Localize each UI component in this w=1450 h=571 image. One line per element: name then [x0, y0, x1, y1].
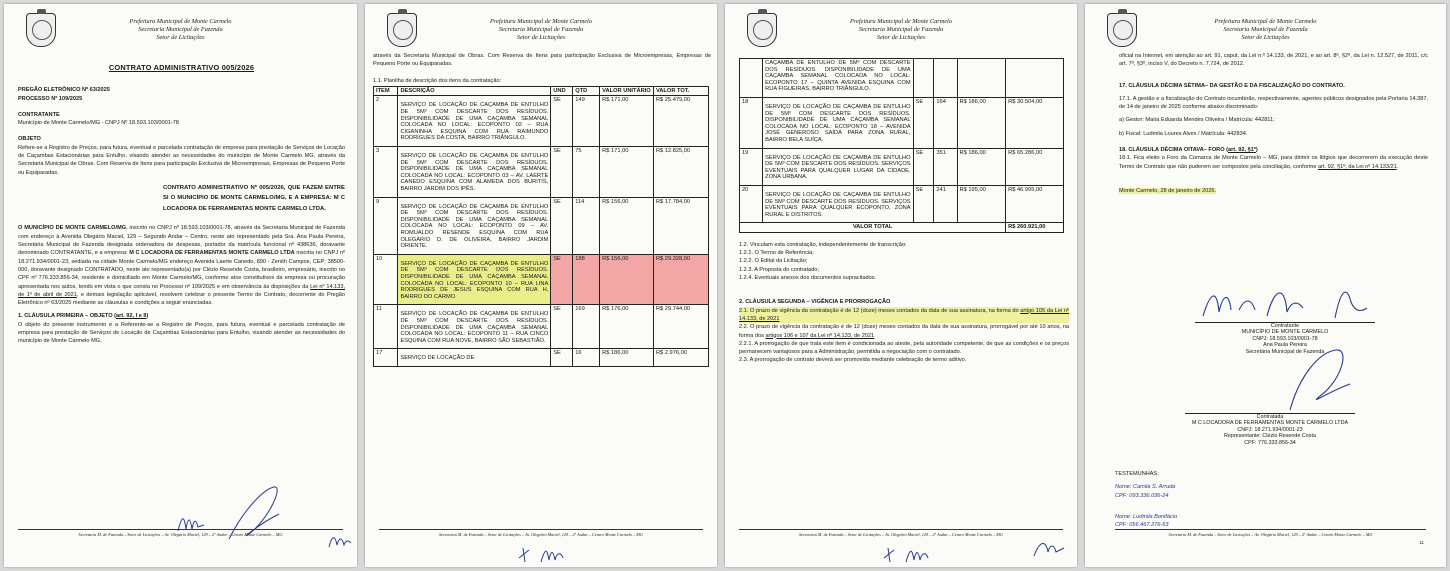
signature-initials — [880, 544, 940, 566]
header-valor-unitario: VALOR UNITÁRIO — [600, 86, 654, 96]
row-item: 9 — [374, 197, 398, 254]
document-page-1 — [4, 4, 357, 567]
header-und: UND — [551, 86, 573, 96]
total-row — [740, 223, 1064, 233]
row-unit: SE — [913, 97, 934, 148]
row-total-price: R$ 30.504,00 — [1006, 97, 1064, 148]
law-link[interactable]: artigos 106 e 107 da Lei nº 14.133, de 2021 — [765, 332, 875, 339]
signature-initials — [515, 544, 575, 566]
clause-17-1: 17.1. A gestão e a fiscalização do Contrato incumbirão, respectivamente, agentes públicos designados pela Portaria 14.387, de 14 de janeiro de 2025 conforme abaixo discriminado: — [1119, 95, 1428, 111]
row-description: SERVIÇO DE LOCAÇÃO DE — [398, 349, 551, 367]
row-unit: SE — [551, 349, 573, 367]
signature-scribble — [219, 479, 289, 549]
document-page-4 — [1085, 4, 1446, 567]
contratada-signature-block — [1155, 413, 1385, 446]
contratada-cnpj: CNPJ: 18.271.934/0001-23 — [1237, 426, 1303, 433]
header-line-2: Secretaria Municipal de Fazenda — [1223, 26, 1308, 34]
row-unit-price: R$ 186,00 — [957, 148, 1006, 185]
contratante-label: CONTRATANTE — [18, 111, 60, 118]
table-row — [740, 59, 1064, 98]
row-quantity: 169 — [573, 305, 600, 349]
clause-1-2-1: 1.2.1. O Termo de Referência; — [739, 250, 814, 257]
table-row — [374, 96, 709, 147]
row-item: 18 — [740, 97, 763, 148]
row-item: 11 — [374, 305, 398, 349]
header-descricao: DESCRIÇÃO — [398, 86, 551, 96]
witness2-name: Nome: Ludmila Bonifácio — [1115, 513, 1178, 520]
document-page-3 — [725, 4, 1077, 567]
witness2-cpf: CPF: 056.467.276-53 — [1115, 522, 1169, 529]
clause-1-2-2: 1.2.2. O Edital da Licitação; — [739, 258, 808, 265]
row-item: 20 — [740, 185, 763, 222]
header-line-1: Prefeitura Municipal de Monte Carmelo — [1214, 18, 1317, 25]
clause-1-2: 1.2. Vinculam esta contratação, independentemente de transcrição: — [739, 241, 907, 248]
page-number: 11 — [1419, 540, 1424, 545]
header-line-2: Secretaria Municipal de Fazenda — [858, 26, 944, 34]
row-description: SERVIÇO DE LOCAÇÃO DE CAÇAMBA DE ENTULHO DE 5M³ COM DESCARTE DOS RESÍDUOS. DISPONIBILIDADE DE UMA CAÇAMBA SEMANAL COLOCADA NO LOCAL: ECOPONTO 02 – RUA CIGANINHA ESQUINA COM RUA RAIMUNDO RODRIGUES DA COSTA, BAIRRO TRIÂNGULO. — [398, 96, 551, 147]
row-total-price: R$ 46.995,00 — [1006, 185, 1064, 222]
clause2-title: 2. CLÁUSULA SEGUNDA – VIGÊNCIA E PRORROGAÇÃO — [739, 299, 891, 306]
objeto-text: Refere-se a Registro de Preços, para futura, eventual e parcelada contratação de empresa para prestação de Serviços de Locação de Caçambas Estacionárias para Entulho, visando atender as necessidades do município de Monte Carmelo MG, através da Secretaria Municipal de Obras. Com Reserva de Itens para participação Exclusiva de Microempresas, Empresas de Pequeno Porte ou Equiparadas. — [18, 144, 345, 176]
document-title: CONTRATO ADMINISTRATIVO 005/2026 — [108, 63, 255, 72]
row-quantity: 75 — [573, 147, 600, 198]
document-page-2 — [365, 4, 717, 567]
clause18-title: 18. CLÁUSULA DÉCIMA OITAVA– FORO (art. 92, §1º) — [1119, 147, 1258, 154]
items-table — [373, 86, 709, 367]
intro-text: através da Secretaria Municipal de Obras. Com Reserva de Itens para participação Exclusiva de Microempresas, Empresas de Pequeno Porte ou Equiparadas. — [373, 53, 711, 68]
contratante-name: Ana Paula Pereira — [1263, 342, 1307, 349]
row-total-price: R$ 29.744,00 — [653, 305, 708, 349]
row-unit: SE — [551, 254, 573, 305]
contratada-signature — [1280, 344, 1360, 416]
signature-mark — [326, 529, 354, 553]
header-line-1: Prefeitura Municipal de Monte Carmelo — [850, 18, 952, 25]
letterhead — [725, 4, 1077, 52]
row-unit-price: R$ 176,00 — [600, 305, 654, 349]
page-footer: Secretaria M. de Fazenda – Setor de Licitações – Av. Olegário Maciel, 129 – 2º Andar – Centro Monte Carmelo – MG — [379, 529, 703, 537]
row-quantity: 149 — [573, 96, 600, 147]
contratante-role: Contratante — [1195, 322, 1375, 329]
clause-2-2: 2.2. O prazo de vigência da contratação é de 12 (doze) meses contados da data de sua assinatura, prorrogável por até 10 anos, na forma dos artigos 106 e 107 da Lei nº 14.133, de 2021 — [739, 324, 1069, 339]
row-unit-price: R$ 156,00 — [600, 254, 654, 305]
clause-1-2-3: 1.2.3. A Proposta do contratado; — [739, 266, 819, 273]
clause-1-2-4: 1.2.4. Eventuais anexos dos documentos supracitados. — [739, 275, 877, 282]
row-unit: SE — [551, 96, 573, 147]
row-total-price: R$ 12.825,00 — [653, 147, 708, 198]
page-footer: Secretaria M. de Fazenda – Setor de Licitações – Av. Olegário Maciel, 129 – 2º Andar – Centro Monte Carmelo – MG — [18, 529, 343, 537]
row-quantity: 241 — [934, 185, 957, 222]
row-total-price: R$ 17.784,00 — [653, 197, 708, 254]
row-unit-price: R$ 156,00 — [600, 197, 654, 254]
contract-summary-block: CONTRATO ADMINISTRATIVO Nº 005/2026, QUE FAZEM ENTRE SI O MUNICÍPIO DE MONTE CARMELO/MG, E A EMPRESA: M C LOCADORA DE FERRAMENTAS MONTE CARMELO LTDA. — [163, 184, 345, 212]
top-text: oficial na Internet, em atenção ao art. 91, caput, da Lei n.º 14.133, de 2021, e ao art. 8º, §2º, da Lei n. 12.527, de 2011, c/c art. 7º, §3º, inciso V, do Decreto n. 7.724, de 2012. — [1119, 53, 1428, 68]
table-row — [374, 349, 709, 367]
row-quantity: 351 — [934, 148, 957, 185]
row-item: 2 — [374, 96, 398, 147]
clause17-title: 17. CLÁUSULA DÉCIMA SÉTIMA– DA GESTÃO E DA FISCALIZAÇÃO DO CONTRATO. — [1119, 82, 1345, 89]
row-quantity: 188 — [573, 254, 600, 305]
table-row — [374, 254, 709, 305]
header-line-3: Setor de Licitações — [516, 34, 566, 42]
letterhead — [4, 4, 357, 52]
gestor-line: a) Gestor: Maria Eduarda Mendes Oliveira / Matrícula: 442811; — [1119, 117, 1275, 124]
row-description: SERVIÇO DE LOCAÇÃO DE CAÇAMBA DE ENTULHO DE 5M³ COM DESCARTE DOS RESÍDUOS. DISPONIBILIDADE DE UMA CAÇAMBA SEMANAL COLOCADA NO LOCAL: ECOPONTO 03 – AV. LAERTE CANEDO ESQUINA COM ALAMEDA DOS BURITIS, BAIRRO JARDIM DOS IPÊS. — [398, 147, 551, 198]
table-header-row — [374, 86, 709, 96]
clause-2-3: 2.3. A prorrogação de contrato deverá ser promovida mediante celebração de termo aditivo. — [739, 357, 967, 364]
page-footer: Secretaria M. de Fazenda – Setor de Licitações – Av. Olegário Maciel, 129 – 2º Andar – Centro Monte Carmelo – MG — [739, 529, 1063, 537]
objeto-label: OBJETO — [18, 136, 41, 143]
table-row — [374, 197, 709, 254]
header-item: ITEM — [374, 86, 398, 96]
row-unit: SE — [913, 185, 934, 222]
row-description: SERVIÇO DE LOCAÇÃO DE CAÇAMBA DE ENTULHO DE 5M³ COM DESCARTE DOS RESÍDUOS. SERVIÇOS EVENTUAIS PARA QUALQUER ECOPONTO, ZONA RURAL E DISTRITOS. — [763, 185, 913, 222]
row-quantity: 16 — [573, 349, 600, 367]
row-quantity: 164 — [934, 97, 957, 148]
row-total-price: R$ 2.976,00 — [653, 349, 708, 367]
row-description: SERVIÇO DE LOCAÇÃO DE CAÇAMBA DE ENTULHO DE 5M³ COM DESCARTE DOS RESÍDUOS. DISPONIBILIDADE DE UMA CAÇAMBA SEMANAL COLOCADA NO LOCAL: ECOPONTO 10 – RUA LINA RODRIGUES DE JESUS ESQUINA COM RUA H, BAIRRO DO CARMO. — [398, 254, 551, 305]
table-row — [374, 305, 709, 349]
header-qtd: QTD — [573, 86, 600, 96]
clause-2-2-1: 2.2.1. A prorrogação de que trata este item é condicionada ao ateste, pela autoridade competente, de que as condições e os preços permanecem vantajosos para a Administração, permitida a negociação com o contratado. — [739, 340, 1069, 356]
row-unit-price: R$ 186,00 — [957, 97, 1006, 148]
contratante-entity: MUNICÍPIO DE MONTE CARMELO — [1241, 329, 1329, 336]
header-line-2: Secretaria Municipal de Fazenda — [498, 26, 584, 34]
row-item: 3 — [374, 147, 398, 198]
header-line-1: Prefeitura Municipal de Monte Carmelo — [129, 18, 232, 25]
fiscal-line: b) Fiscal: Ludmila Loures Alves / Matrícula: 442834. — [1119, 130, 1248, 137]
page-footer: Secretaria M. de Fazenda – Setor de Licitações – Av. Olegário Maciel, 129 – 2º Andar – Centro Monte Carmelo – MG — [1115, 529, 1426, 537]
contratante-signature — [1195, 282, 1370, 324]
contratada-entity: M C LOCADORA DE FERRAMENTAS MONTE CARMELO LTDA — [1191, 420, 1349, 427]
row-description: SERVIÇO DE LOCAÇÃO DE CAÇAMBA DE ENTULHO DE 5M³ COM DESCARTE DOS RESÍDUOS. DISPONIBILIDADE DE UMA CAÇAMBA SEMANAL COLOCADA NO LOCAL: ECOPONTO 09 – AV. ROMUALDO RESENDE ESQUINA COM RUA OLEGÁRIO D. DE OLIVEIRA, BAIRRO JARDIM ORIENTE. — [398, 197, 551, 254]
clause-2-1: 2.1. O prazo de vigência da contratação é de 12 (doze) meses contados da data de sua assinatura, na forma do artigo 105 da Lei nº 14.133, de 2021 — [739, 307, 1069, 322]
header-line-2: Secretaria Municipal de Fazenda — [138, 26, 223, 34]
parties-paragraph: O MUNICÍPIO DE MONTE CARMELO/MG, inscrito no CNPJ nº 18.593.103/0001-78, através da Secretaria Municipal de Fazenda com endereço à Avenida Olegário Maciel, 129 – Segundo Andar – Centro, neste ato representado pela Sra. Ana Paula Pereira, Secretária Municipal de Fazenda designada ordenadora de despesas, portador da matrícula funcional nº 438636, doravante denominado CONTRATANTE, e a empresa: M C LOCADORA DE FERRAMENTAS MONTE CARMELO LTDA inscrita no CNPJ nº 18.271.934/0001-23, sediada na cidade Monte Carmelo/MG endereço Avenida Laerte Canedo, 890 - Zenith Campos, CEP: 38500-000, doravante designado CONTRATADO, neste ato representado(a) por Clézio Resende Costa, brasileiro, empresário, inscrito no CPF nº 776.333.856-34, residente e domiciliado em Monte Carmelo/MG, conforme atos constitutivos da empresa ou procuração apresentada nos autos, tendo em vista o que consta no Processo nº 109/2025 e em observância às disposições da Lei nº 14.133, de 1º de abril de 2021, e demais legislação aplicável, resolvem celebrar o presente Termo de Contrato, decorrente do Pregão Eletrônico nº 63/2025 mediante as cláusulas e condições a seguir enunciadas. — [18, 225, 346, 307]
header-valor-total: VALOR TOT. — [653, 86, 708, 96]
letterhead — [1085, 4, 1446, 52]
witness1-cpf: CPF: 093.336.036-24 — [1115, 492, 1169, 499]
law-link[interactable]: artigo 105 da Lei nº 14.133, de 2021 — [739, 307, 1069, 322]
row-unit: SE — [913, 148, 934, 185]
row-description: CAÇAMBA DE ENTULHO DE 5M³ COM DESCARTE DOS RESÍDUOS. DISPONIBILIDADE DE UMA CAÇAMBA SEMANAL COLOCADA NO LOCAL: ECOPONTO 17 – QUINTA AVENIDA ESQUINA COM RUA FIGUEIRAS, BAIRRO TRIÂNGULO. — [763, 59, 913, 98]
total-label: VALOR TOTAL — [740, 223, 1006, 233]
signature-mark — [1030, 534, 1070, 564]
row-item: 19 — [740, 148, 763, 185]
witness1-name: Nome: Camila S. Arruda — [1115, 484, 1176, 491]
header-line-1: Prefeitura Municipal de Monte Carmelo — [490, 18, 592, 25]
table-row — [740, 185, 1064, 222]
header-line-3: Setor de Licitações — [1241, 34, 1290, 42]
contratante-cnpj: CNPJ: 18.593.103/0001-78 — [1252, 335, 1318, 342]
letterhead — [365, 4, 717, 52]
contratada-representative: Representante: Clézio Resende Costa — [1224, 433, 1316, 440]
clause1-text: O objeto do presente instrumento é a Referente-se a Registro de Preços, para futura, eventual e parcelada contratação de empresa para prestação de Serviços de Locação de Caçambas Estacionárias para Entulho, visando atender as necessidades do município de Monte Carmelo MG, — [18, 321, 345, 345]
contratante-text: Município de Monte Carmelo/MG - CNPJ Nº 18.593.103/0001-78 — [18, 120, 179, 127]
header-line-3: Setor de Licitações — [876, 34, 926, 42]
signature-initials — [174, 509, 214, 539]
table-row — [740, 148, 1064, 185]
row-unit-price: R$ 195,00 — [957, 185, 1006, 222]
row-total-price: R$ 29.328,00 — [653, 254, 708, 305]
row-description: SERVIÇO DE LOCAÇÃO DE CAÇAMBA DE ENTULHO DE 5M³ COM DESCARTE DOS RESÍDUOS. DISPONIBILIDADE DE UMA CAÇAMBA SEMANAL COLOCADA NO LOCAL: ECOPONTO 18 – AVENIDA JOSÉ GENEROSO SAÍDA PARA ZONA RURAL, BAIRRO BELA SUÍÇA. — [763, 97, 913, 148]
table-row — [374, 147, 709, 198]
row-unit: SE — [551, 197, 573, 254]
row-item: 10 — [374, 254, 398, 305]
row-description: SERVIÇO DE LOCAÇÃO DE CAÇAMBA DE ENTULHO DE 5M³ COM DESCARTE DOS RESÍDUOS. DISPONIBILIDADE DE UMA CAÇAMBA SEMANAL COLOCADA NO LOCAL: ECOPONTO 11 – RUA CINCO ESQUINA COM RUA NOVE, BAIRRO SÃO SEBASTIÃO. — [398, 305, 551, 349]
testemunhas-label: TESTEMUNHAS: — [1115, 471, 1159, 477]
total-value: R$ 260.921,00 — [1006, 223, 1064, 233]
row-total-price: R$ 65.286,00 — [1006, 148, 1064, 185]
row-unit: SE — [551, 147, 573, 198]
row-unit: SE — [551, 305, 573, 349]
pregao-number: PREGÃO ELETRÔNICO Nº 63/2025 — [18, 87, 110, 94]
row-quantity: 114 — [573, 197, 600, 254]
contratante-title: Secretária Municipal de Fazenda — [1245, 348, 1325, 355]
law-link[interactable]: art. 92, §1º, da Lei nº 14.133/21 — [1318, 163, 1397, 170]
row-unit-price: R$ 171,00 — [600, 147, 654, 198]
row-total-price: R$ 25.479,00 — [653, 96, 708, 147]
header-line-3: Setor de Licitações — [156, 34, 205, 42]
clause1-title: 1. CLÁUSULA PRIMEIRA – OBJETO (art. 92, I e II) — [18, 313, 149, 320]
contratada-role: Contratada — [1185, 413, 1355, 420]
clause-18-1: 18.1. Fica eleito o Foro da Comarca de Monte Carmelo – MG, para dirimir os litígios que decorrerem da execução deste Termo de Contrato que não puderem ser compostos pela conciliação, conforme art. 92, §1º, da Lei nº 14.133/21. — [1119, 155, 1428, 170]
signing-date: Monte Carmelo, 28 de janeiro de 2026. — [1119, 187, 1217, 194]
processo-number: PROCESSO Nº 109/2025 — [18, 95, 83, 102]
contratada-cpf: CPF: 776.333.856-34 — [1244, 439, 1296, 446]
planilha-heading: 1.1. Planilha de descrição dos itens da contratação: — [373, 77, 502, 84]
items-table-continued — [739, 58, 1064, 233]
row-unit-price: R$ 186,00 — [600, 349, 654, 367]
law-link[interactable]: Lei nº 14.133, de 1º de abril de 2021 — [18, 283, 346, 298]
row-unit-price: R$ 171,00 — [600, 96, 654, 147]
row-item: 17 — [374, 349, 398, 367]
table-row — [740, 97, 1064, 148]
row-description: SERVIÇO DE LOCAÇÃO DE CAÇAMBA DE ENTULHO DE 5M³ COM DESCARTE DOS RESÍDUOS. SERVIÇOS EVENTUAIS PARA QUALQUER LUGAR DA CIDADE, ZONA URBANA. — [763, 148, 913, 185]
